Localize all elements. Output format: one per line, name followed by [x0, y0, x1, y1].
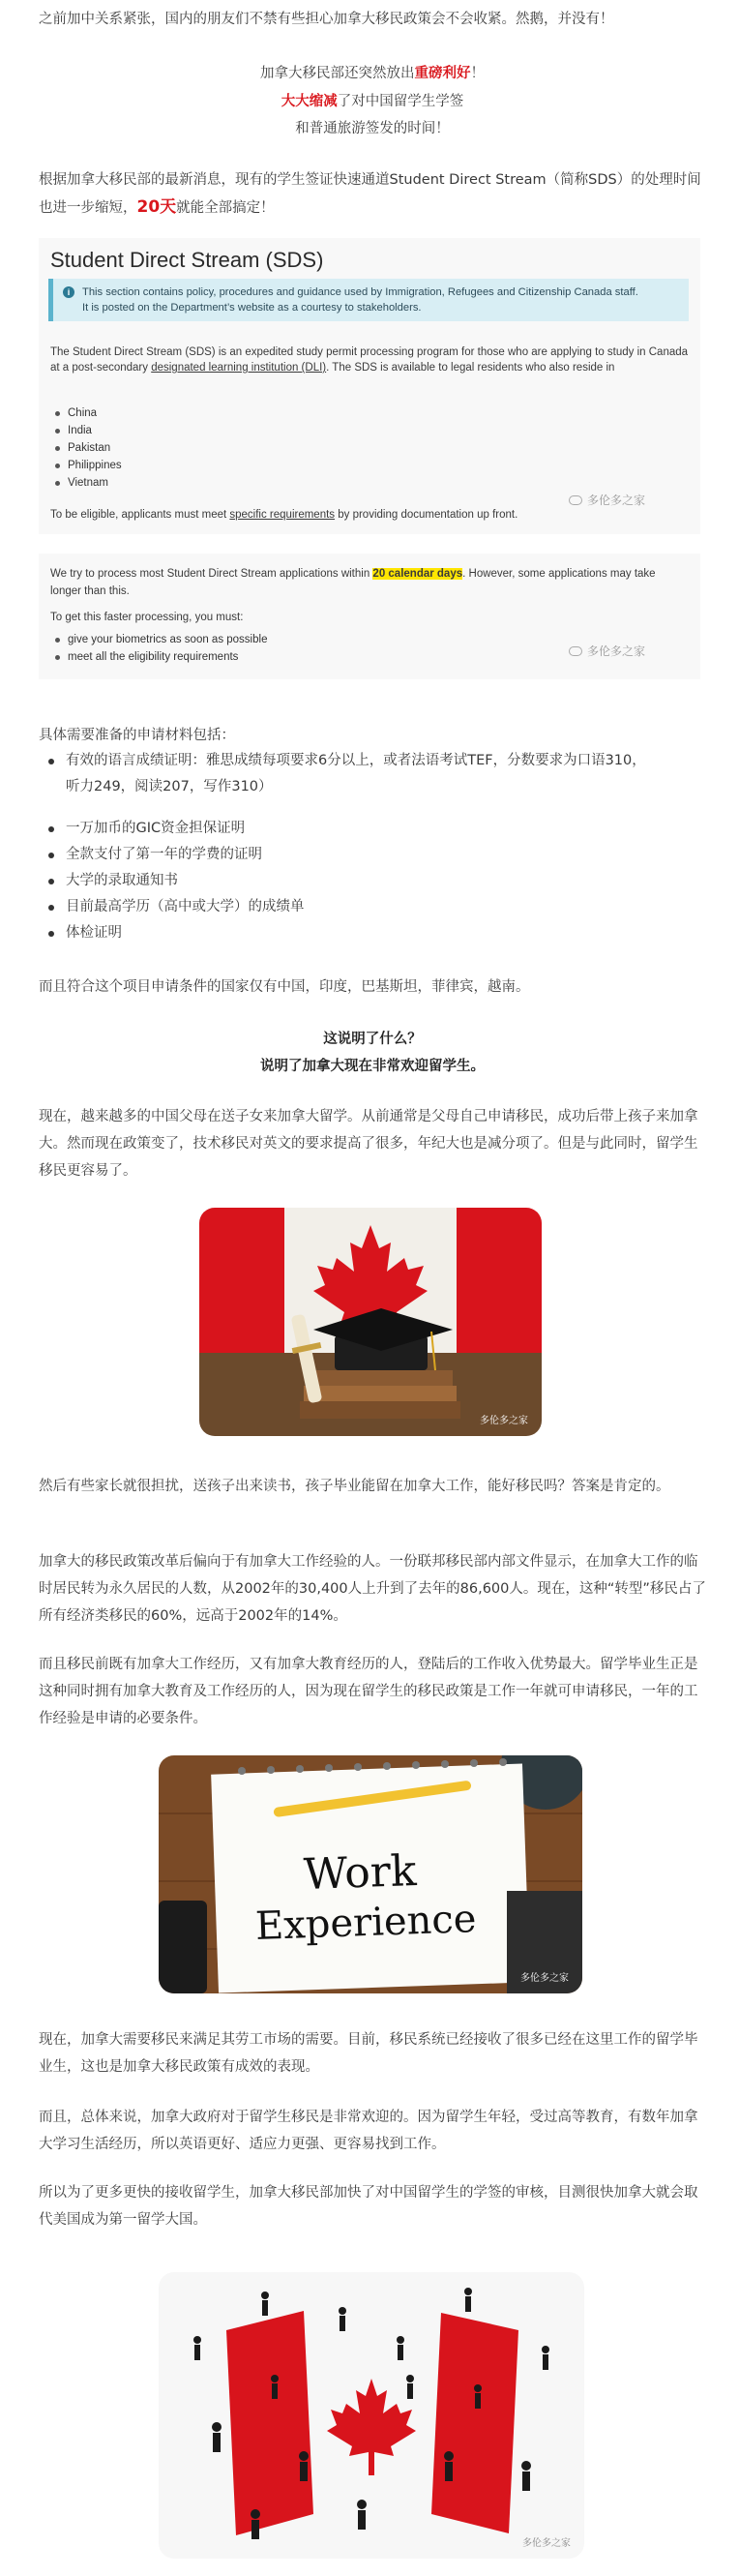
paragraph: 现在，越来越多的中国父母在送子女来加拿大留学。从前通常是父母自己申请移民，成功后带上孩子来加拿大。然而现在政策变了，技术移民对英文的要求提高了很多，年纪大也是减分项了。但是与此同时，留学生移民更容易了。 [39, 1109, 698, 1179]
sds-screenshot-panel [39, 238, 700, 534]
paragraph: 加拿大的移民政策改革后偏向于有加拿大工作经验的人。一份联邦移民部内部文件显示，在加拿大工作的临时居民转为永久居民的人数，从2002年的30,400人上升到了去年的86,600人。现在，这种“转型”移民占了所有经济类移民的60%，远高于2002年的14%。 [39, 1554, 706, 1624]
people-flag-illustration [159, 2272, 584, 2559]
list-item: 一万加币的GIC资金担保证明 [39, 816, 706, 842]
intro-centered-2: 大大缩减了对中国留学生学签 [281, 94, 464, 109]
sds-description: The Student Direct Stream (SDS) is an expedited study permit processing program for those who are applying to study in Canada at a post-secondary designated learning institution (DLI). The SDS is available to legal residents who also reside in [50, 346, 689, 374]
list-item: 有效的语言成绩证明：雅思成绩每项要求6分以上，或者法语考试TEF，分数要求为口语310， 听力249，阅读207，写作310） [39, 748, 706, 800]
list-item: meet all the eligibility requirements [52, 648, 267, 666]
list-item: 体检证明 [39, 920, 706, 946]
list-item: Vietnam [52, 474, 122, 492]
list-item: China [52, 404, 122, 422]
sds-title: Student Direct Stream (SDS) [50, 248, 324, 272]
materials-list [39, 748, 706, 800]
watermark: 多伦多之家 [569, 492, 645, 508]
materials-list-2 [39, 816, 706, 946]
chat-icon [569, 495, 582, 505]
paragraph: 所以为了更多更快的接收留学生，加拿大移民部加快了对中国留学生的学签的审核，目测很快加拿大就会取代美国成为第一留学大国。 [39, 2185, 698, 2228]
intro-line: 之前加中关系紧张，国内的朋友们不禁有些担心加拿大移民政策会不会收紧。然鹅，并没有！ [39, 12, 614, 27]
list-item: 目前最高学历（高中或大学）的成绩单 [39, 894, 706, 920]
list-item: Pakistan [52, 439, 122, 457]
eligibility-line: To be eligible, applicants must meet specific requirements by providing documentation up front. [50, 509, 518, 521]
country-list [52, 404, 122, 492]
list-item: 全款支付了第一年的学费的证明 [39, 842, 706, 868]
countries-line: 而且符合这个项目申请条件的国家仅有中国，印度，巴基斯坦，菲律宾，越南。 [39, 979, 530, 995]
image-watermark: 多伦多之家 [480, 1416, 528, 1426]
watermark: 多伦多之家 [569, 643, 645, 659]
list-item: Philippines [52, 457, 122, 474]
experience-text: Experience [254, 1897, 478, 1949]
intro-centered-1: 加拿大移民部还突然放出重磅利好！ [260, 66, 485, 81]
section-answer: 说明了加拿大现在非常欢迎留学生。 [260, 1059, 485, 1074]
info-icon: i [63, 286, 74, 298]
list-item: India [52, 422, 122, 439]
requirements-link[interactable]: specific requirements [229, 509, 336, 521]
work-text: Work [303, 1845, 418, 1901]
materials-heading: 具体需要准备的申请材料包括： [39, 728, 235, 743]
intro-centered-3: 和普通旅游签发的时间！ [295, 121, 450, 136]
intro-paragraph: 根据加拿大移民部的最新消息，现有的学生签证快速通道Student Direct Stream（简称SDS）的处理时间也进一步缩短，20天就能全部搞定！ [39, 172, 701, 217]
image-watermark: 多伦多之家 [520, 1973, 569, 1984]
chat-icon [569, 646, 582, 656]
list-item: 大学的录取通知书 [39, 868, 706, 894]
sds-notice [48, 279, 689, 321]
canada-graduation-image [199, 1208, 542, 1436]
paragraph: 而且，总体来说，加拿大政府对于留学生移民是非常欢迎的。因为留学生年轻，受过高等教育，有数年加拿大学习生活经历，所以英语更好、适应力更强、更容易找到工作。 [39, 2110, 698, 2152]
processing-time-text: We try to process most Student Direct Stream applications within 20 calendar days. However, some applications may take longer than this. [50, 568, 656, 597]
faster-processing-text: To get this faster processing, you must: [50, 612, 244, 623]
sds-processing-panel [39, 554, 700, 679]
notice-line-1: This section contains policy, procedures and guidance used by Immigration, Refugees and Citizenship Canada staff. [82, 286, 638, 298]
graduation-illustration [199, 1208, 542, 1436]
paragraph: 而且移民前既有加拿大工作经历，又有加拿大教育经历的人，登陆后的工作收入优势最大。留学毕业生正是这种同时拥有加拿大教育及工作经历的人，因为现在留学生的移民政策是工作一年就可申请移民，一年的工作经验是申请的必要条件。 [39, 1657, 698, 1726]
requirement-list [52, 631, 267, 666]
canada-people-image [159, 2272, 584, 2559]
work-experience-image [159, 1755, 582, 1993]
section-question: 这说明了什么？ [323, 1032, 422, 1047]
image-watermark: 多伦多之家 [522, 2538, 571, 2549]
list-item: give your biometrics as soon as possible [52, 631, 267, 648]
notice-line-2: It is posted on the Department’s website as a courtesy to stakeholders. [82, 302, 422, 314]
paragraph: 然后有些家长就很担扰，送孩子出来读书，孩子毕业能留在加拿大工作，能好移民吗？答案是肯定的。 [39, 1479, 670, 1494]
dli-link[interactable]: designated learning institution (DLI) [151, 362, 327, 374]
paragraph: 现在，加拿大需要移民来满足其劳工市场的需要。目前，移民系统已经接收了很多已经在这里工作的留学毕业生，这也是加拿大移民政策有成效的表现。 [39, 2032, 698, 2075]
